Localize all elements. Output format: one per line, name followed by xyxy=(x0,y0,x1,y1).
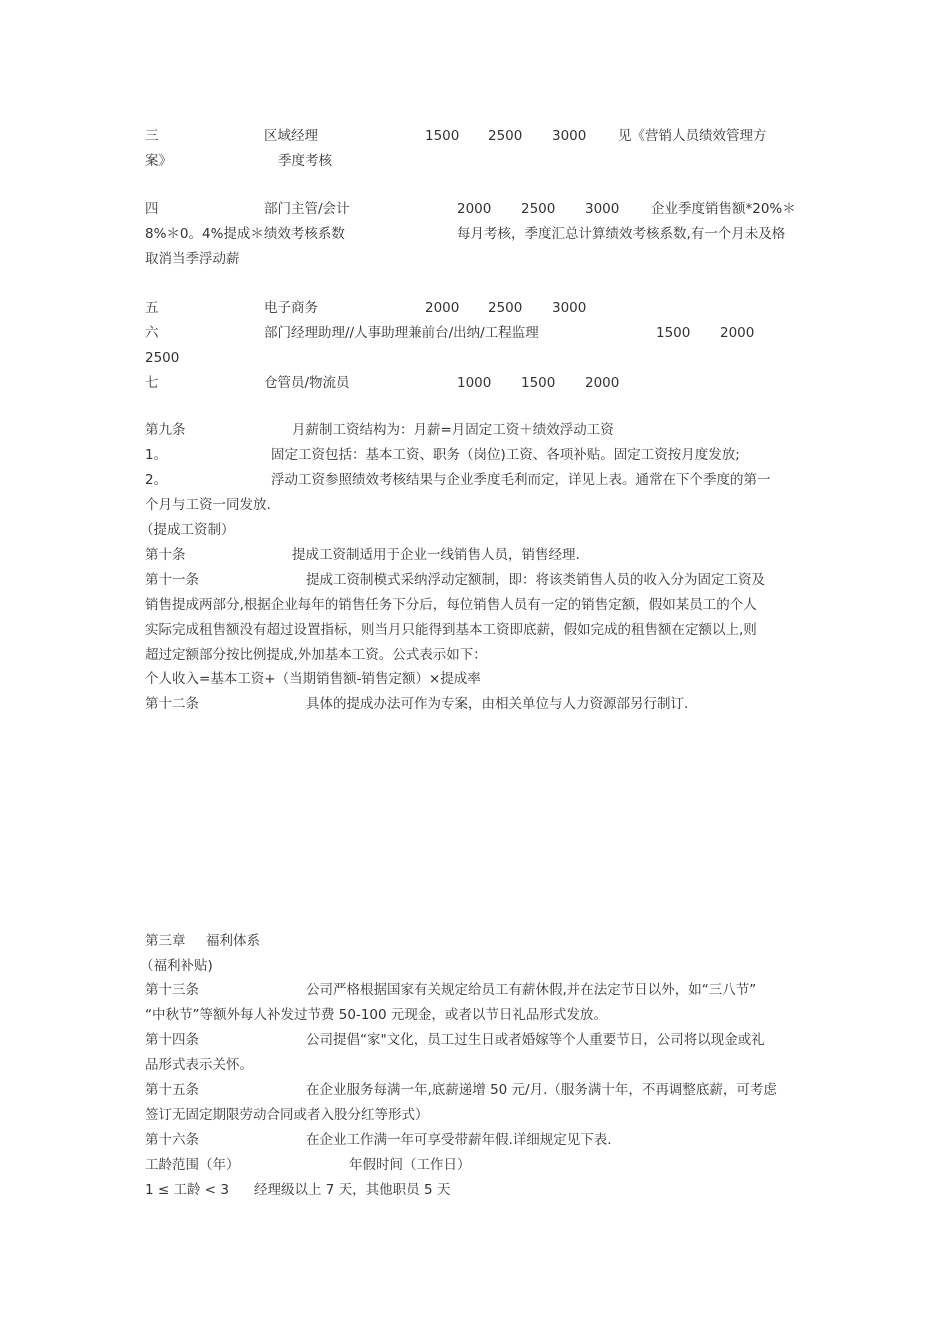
article-text: 月薪制工资结构为：月薪=月固定工资＋绩效浮动工资 xyxy=(292,422,614,438)
row-value: 3000 xyxy=(552,300,587,316)
article-text: 提成工资制模式采纳浮动定额制，即：将该类销售人员的收入分为固定工资及 xyxy=(306,572,765,588)
article-text-continuation: 销售提成两部分,根据企业每年的销售任务下分后，每位销售人员有一定的销售定额，假如某员工的个人 xyxy=(145,597,757,613)
chapter-number: 第三章 xyxy=(145,933,186,949)
item-number: 2。 xyxy=(145,472,168,488)
article-number: 第十条 xyxy=(145,547,186,563)
row-continuation: 2500 xyxy=(145,350,180,366)
section-heading: （提成工资制） xyxy=(140,522,235,538)
row-role: 仓管员/物流员 xyxy=(264,375,350,391)
row-label: 五 xyxy=(145,300,159,316)
row-continuation: 8%＊0。4%提成＊绩效考核系数 xyxy=(145,226,345,242)
article-number: 第九条 xyxy=(145,422,186,438)
article-number: 第十五条 xyxy=(145,1082,199,1098)
item-text-continuation: 个月与工资一同发放. xyxy=(145,497,271,513)
article-text: 公司提倡“家"文化，员工过生日或者婚嫁等个人重要节日，公司将以现金或礼 xyxy=(306,1032,765,1048)
row-value: 2000 xyxy=(720,325,755,341)
article-text-continuation: 实际完成租售额没有超过设置指标，则当月只能得到基本工资即底薪，假如完成的租售额在定额以上,则 xyxy=(145,622,757,638)
article-number: 第十一条 xyxy=(145,572,199,588)
article-text: 提成工资制适用于企业一线销售人员，销售经理. xyxy=(292,547,580,563)
formula: 个人收入=基本工资+（当期销售额-销售定额）×提成率 xyxy=(145,671,481,687)
row-value: 2000 xyxy=(585,375,620,391)
row-label: 七 xyxy=(145,375,159,391)
item-number: 1。 xyxy=(145,447,168,463)
row-value: 2500 xyxy=(488,300,523,316)
row-continuation: 取消当季浮动薪 xyxy=(145,251,240,267)
article-text: 具体的提成办法可作为专案，由相关单位与人力资源部另行制订. xyxy=(306,696,689,712)
article-number: 第十六条 xyxy=(145,1132,199,1148)
row-continuation: 案》 xyxy=(145,153,172,169)
article-text-continuation: 品形式表示关怀。 xyxy=(145,1057,253,1073)
item-text: 浮动工资参照绩效考核结果与企业季度毛利而定，详见上表。通常在下个季度的第一 xyxy=(271,472,771,488)
row-note: 企业季度销售额*20%＊ xyxy=(651,201,796,217)
row-value: 2500 xyxy=(521,201,556,217)
leave-table-header: 工龄范围（年） xyxy=(145,1157,240,1173)
article-text: 在企业服务每满一年,底薪递增 50 元/月.（服务满十年，不再调整底薪，可考虑 xyxy=(306,1082,777,1098)
row-label: 六 xyxy=(145,325,159,341)
article-number: 第十三条 xyxy=(145,982,199,998)
row-role: 区域经理 xyxy=(264,128,318,144)
row-value: 3000 xyxy=(552,128,587,144)
row-value: 2000 xyxy=(425,300,460,316)
row-value: 2500 xyxy=(488,128,523,144)
leave-table-header: 年假时间（工作日） xyxy=(349,1157,471,1173)
leave-table-cell: 1 ≤ 工龄 < 3 xyxy=(145,1182,229,1198)
row-role: 电子商务 xyxy=(264,300,318,316)
row-value: 1500 xyxy=(656,325,691,341)
row-value: 1500 xyxy=(425,128,460,144)
row-value: 1000 xyxy=(457,375,492,391)
section-heading: （福利补贴) xyxy=(140,958,213,974)
row-note: 见《营销人员绩效管理方 xyxy=(618,128,767,144)
item-text: 固定工资包括：基本工资、职务（岗位)工资、各项补贴。固定工资按月度发放; xyxy=(271,447,740,463)
row-label: 三 xyxy=(145,128,159,144)
row-continuation: 每月考核，季度汇总计算绩效考核系数,有一个月未及格 xyxy=(457,226,786,242)
row-value: 3000 xyxy=(585,201,620,217)
article-number: 第十二条 xyxy=(145,696,199,712)
chapter-title: 福利体系 xyxy=(206,933,260,949)
article-text: 公司严格根据国家有关规定给员工有薪休假,并在法定节日以外，如“三八节” xyxy=(306,982,757,998)
row-value: 1500 xyxy=(521,375,556,391)
row-label: 四 xyxy=(145,201,159,217)
article-text-continuation: 签订无固定期限劳动合同或者入股分红等形式） xyxy=(145,1107,429,1123)
article-text-continuation: “中秋节”等额外每人补发过节费 50-100 元现金，或者以节日礼品形式发放。 xyxy=(145,1007,607,1023)
article-text: 在企业工作满一年可享受带薪年假.详细规定见下表. xyxy=(306,1132,612,1148)
article-text-continuation: 超过定额部分按比例提成,外加基本工资。公式表示如下： xyxy=(145,647,487,663)
row-value: 2000 xyxy=(457,201,492,217)
row-role: 部门主管/会计 xyxy=(264,201,350,217)
row-continuation: 季度考核 xyxy=(278,153,332,169)
leave-table-cell: 经理级以上 7 天，其他职员 5 天 xyxy=(254,1182,451,1198)
row-role: 部门经理助理//人事助理兼前台/出纳/工程监理 xyxy=(264,325,539,341)
article-number: 第十四条 xyxy=(145,1032,199,1048)
